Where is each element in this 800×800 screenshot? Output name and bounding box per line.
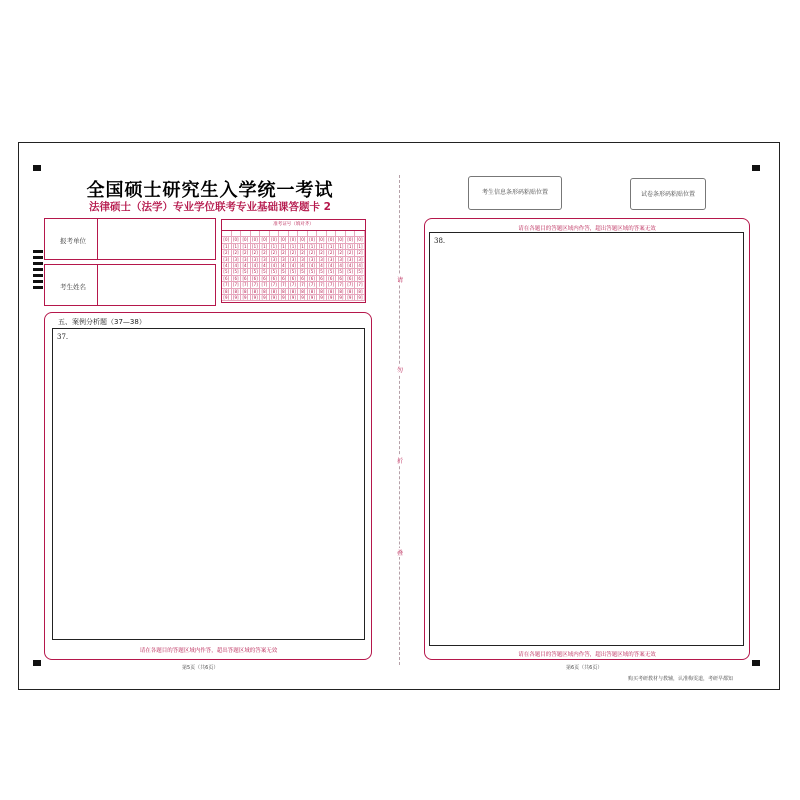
digit-bubble[interactable]: [7] [222, 282, 232, 288]
timing-mark [33, 256, 43, 259]
digit-bubble[interactable]: [2] [251, 250, 261, 256]
digit-bubble[interactable]: [2] [327, 250, 337, 256]
digit-bubble[interactable]: [2] [270, 250, 280, 256]
digit-bubble[interactable]: [6] [279, 276, 289, 282]
digit-bubble[interactable]: [2] [222, 250, 232, 256]
page-footer-left: 第5页（共6页） [182, 665, 219, 671]
digit-bubble[interactable]: [8] [355, 289, 365, 295]
digit-bubble[interactable]: [8] [232, 289, 242, 295]
digit-bubble[interactable]: [1] [279, 244, 289, 250]
answer-warning-right-top: 请在各题目的答题区域内作答，超出答题区域的答案无效 [518, 226, 656, 232]
digit-bubble[interactable]: [6] [336, 276, 346, 282]
digit-bubble[interactable]: [5] [298, 269, 308, 275]
digit-bubble[interactable]: [6] [346, 276, 356, 282]
digit-bubble[interactable]: [1] [260, 244, 270, 250]
digit-bubble[interactable]: [6] [270, 276, 280, 282]
digit-bubble[interactable]: [5] [279, 269, 289, 275]
digit-bubble[interactable]: [0] [346, 237, 356, 243]
digit-bubble[interactable]: [8] [336, 289, 346, 295]
digit-bubble[interactable]: [2] [308, 250, 318, 256]
digit-bubble[interactable]: [6] [222, 276, 232, 282]
digit-bubble[interactable]: [6] [232, 276, 242, 282]
digit-bubble[interactable]: [6] [327, 276, 337, 282]
digit-bubble[interactable]: [3] [232, 257, 242, 263]
answer-area-38[interactable] [429, 232, 744, 646]
digit-bubble[interactable]: [5] [317, 269, 327, 275]
digit-bubble[interactable]: [3] [327, 257, 337, 263]
unit-label: 报考单位 [60, 237, 86, 245]
registration-mark-top-left [33, 165, 41, 171]
digit-bubble[interactable]: [6] [298, 276, 308, 282]
name-label: 考生姓名 [60, 283, 86, 291]
digit-bubble[interactable]: [5] [336, 269, 346, 275]
digit-bubble[interactable]: [7] [355, 282, 365, 288]
digit-bubble[interactable]: [0] [270, 237, 280, 243]
digit-bubble[interactable]: [0] [298, 237, 308, 243]
digit-bubble[interactable]: [8] [279, 289, 289, 295]
digit-bubble[interactable]: [9] [308, 295, 318, 301]
digit-bubble[interactable]: [2] [355, 250, 365, 256]
digit-bubble[interactable]: [8] [289, 289, 299, 295]
digit-bubble[interactable]: [4] [355, 263, 365, 269]
digit-bubble[interactable]: [6] [317, 276, 327, 282]
digit-bubble[interactable]: [0] [289, 237, 299, 243]
digit-bubble[interactable]: [8] [327, 289, 337, 295]
digit-bubble[interactable]: [7] [260, 282, 270, 288]
exam-number-grid[interactable] [221, 219, 366, 303]
fold-text-3: 折 [396, 458, 403, 465]
digit-bubble[interactable]: [7] [241, 282, 251, 288]
digit-bubble[interactable]: [5] [355, 269, 365, 275]
digit-bubble[interactable]: [9] [279, 295, 289, 301]
bottom-note: 购买考研教材与教辅，认准梅雯道，考研早都知 [628, 676, 734, 682]
exam-number-bubbles[interactable] [222, 231, 365, 301]
digit-bubble[interactable]: [1] [336, 244, 346, 250]
digit-bubble[interactable]: [2] [279, 250, 289, 256]
digit-bubble[interactable]: [5] [241, 269, 251, 275]
digit-bubble[interactable]: [8] [241, 289, 251, 295]
digit-bubble[interactable]: [9] [298, 295, 308, 301]
digit-bubble[interactable]: [2] [260, 250, 270, 256]
digit-bubble[interactable]: [0] [327, 237, 337, 243]
digit-bubble[interactable]: [7] [317, 282, 327, 288]
digit-bubble[interactable]: [1] [270, 244, 280, 250]
question-number-37: 37. [57, 333, 69, 341]
answer-warning-left: 请在各题目的答题区域内作答，超出答题区域的答案无效 [139, 648, 278, 654]
digit-bubble[interactable]: [2] [289, 250, 299, 256]
timing-mark [33, 250, 43, 253]
digit-bubble[interactable]: [7] [279, 282, 289, 288]
unit-input[interactable] [98, 219, 215, 259]
registration-mark-bottom-left [33, 660, 41, 666]
digit-bubble[interactable]: [7] [308, 282, 318, 288]
exam-number-heading: 准考证号（填对齐） [222, 220, 365, 231]
digit-bubble[interactable]: [4] [279, 263, 289, 269]
digit-bubble[interactable]: [7] [298, 282, 308, 288]
digit-bubble[interactable]: [7] [251, 282, 261, 288]
digit-bubble[interactable]: [0] [355, 237, 365, 243]
candidate-barcode-box[interactable]: 考生信息条形码粘贴位置 [468, 176, 562, 210]
digit-bubble[interactable]: [4] [298, 263, 308, 269]
digit-bubble[interactable]: [4] [336, 263, 346, 269]
digit-bubble[interactable]: [5] [251, 269, 261, 275]
digit-bubble[interactable]: [2] [298, 250, 308, 256]
digit-bubble[interactable]: [0] [222, 237, 232, 243]
digit-bubble[interactable]: [3] [279, 257, 289, 263]
digit-bubble[interactable]: [6] [289, 276, 299, 282]
digit-bubble[interactable]: [0] [260, 237, 270, 243]
digit-bubble[interactable]: [8] [260, 289, 270, 295]
digit-bubble[interactable]: [1] [327, 244, 337, 250]
digit-bubble[interactable]: [0] [232, 237, 242, 243]
digit-bubble[interactable]: [8] [270, 289, 280, 295]
digit-bubble[interactable]: [3] [289, 257, 299, 263]
digit-bubble[interactable]: [4] [308, 263, 318, 269]
digit-bubble[interactable]: [6] [260, 276, 270, 282]
digit-bubble[interactable]: [1] [317, 244, 327, 250]
digit-bubble[interactable]: [2] [232, 250, 242, 256]
digit-bubble[interactable]: [0] [308, 237, 318, 243]
digit-bubble[interactable]: [0] [317, 237, 327, 243]
digit-bubble[interactable]: [0] [251, 237, 261, 243]
digit-bubble[interactable]: [3] [241, 257, 251, 263]
digit-bubble[interactable]: [3] [298, 257, 308, 263]
registration-mark-top-right [752, 165, 760, 171]
digit-bubble[interactable]: [6] [355, 276, 365, 282]
digit-bubble[interactable]: [4] [317, 263, 327, 269]
digit-bubble[interactable]: [2] [346, 250, 356, 256]
digit-bubble[interactable]: [7] [336, 282, 346, 288]
digit-bubble[interactable]: [1] [232, 244, 242, 250]
digit-bubble[interactable]: [7] [327, 282, 337, 288]
digit-bubble[interactable]: [4] [222, 263, 232, 269]
digit-bubble[interactable]: [8] [346, 289, 356, 295]
digit-bubble[interactable]: [9] [270, 295, 280, 301]
digit-bubble[interactable]: [3] [317, 257, 327, 263]
digit-bubble[interactable]: [3] [346, 257, 356, 263]
timing-mark [33, 286, 43, 289]
digit-bubble[interactable]: [8] [308, 289, 318, 295]
digit-bubble[interactable]: [8] [317, 289, 327, 295]
digit-bubble[interactable]: [5] [270, 269, 280, 275]
digit-bubble[interactable]: [6] [308, 276, 318, 282]
digit-bubble[interactable]: [8] [222, 289, 232, 295]
digit-bubble[interactable]: [1] [241, 244, 251, 250]
digit-bubble[interactable]: [1] [251, 244, 261, 250]
digit-bubble[interactable]: [1] [289, 244, 299, 250]
digit-bubble[interactable]: [0] [279, 237, 289, 243]
digit-bubble[interactable]: [4] [289, 263, 299, 269]
digit-bubble[interactable]: [3] [336, 257, 346, 263]
page-footer-right: 第6页（共6页） [566, 665, 603, 671]
digit-bubble[interactable]: [1] [222, 244, 232, 250]
digit-bubble[interactable]: [4] [346, 263, 356, 269]
digit-bubble[interactable]: [9] [260, 295, 270, 301]
digit-bubble[interactable]: [3] [355, 257, 365, 263]
digit-bubble[interactable]: [4] [327, 263, 337, 269]
digit-bubble[interactable]: [4] [241, 263, 251, 269]
registration-mark-bottom-right [752, 660, 760, 666]
digit-bubble[interactable]: [6] [241, 276, 251, 282]
digit-bubble[interactable]: [9] [346, 295, 356, 301]
digit-bubble[interactable]: [7] [346, 282, 356, 288]
digit-bubble[interactable]: [7] [289, 282, 299, 288]
digit-bubble[interactable]: [1] [308, 244, 318, 250]
digit-bubble[interactable]: [4] [260, 263, 270, 269]
digit-bubble[interactable]: [1] [346, 244, 356, 250]
digit-bubble[interactable]: [9] [317, 295, 327, 301]
digit-bubble[interactable]: [5] [289, 269, 299, 275]
digit-bubble[interactable]: [7] [270, 282, 280, 288]
digit-bubble[interactable]: [5] [222, 269, 232, 275]
question-number-38: 38. [434, 237, 446, 245]
digit-bubble[interactable]: [3] [251, 257, 261, 263]
fold-line [399, 175, 400, 665]
digit-bubble[interactable]: [0] [241, 237, 251, 243]
digit-bubble[interactable]: [3] [270, 257, 280, 263]
fold-text-4: 叠 [396, 550, 403, 557]
exam-subtitle: 法律硕士（法学）专业学位联考专业基础课答题卡 2 [89, 201, 331, 213]
fold-text-1: 请 [396, 277, 403, 284]
digit-bubble[interactable]: [4] [251, 263, 261, 269]
digit-bubble[interactable]: [9] [222, 295, 232, 301]
digit-bubble[interactable]: [5] [327, 269, 337, 275]
digit-bubble[interactable]: [2] [336, 250, 346, 256]
digit-bubble[interactable]: [3] [260, 257, 270, 263]
digit-bubble[interactable]: [4] [232, 263, 242, 269]
digit-bubble[interactable]: [8] [298, 289, 308, 295]
digit-bubble[interactable]: [9] [241, 295, 251, 301]
digit-bubble[interactable]: [9] [289, 295, 299, 301]
timing-mark [33, 280, 43, 283]
section-title: 五、案例分析题（37—38） [58, 318, 146, 326]
bubble-row [222, 295, 365, 301]
digit-bubble[interactable]: [2] [241, 250, 251, 256]
timing-mark [33, 262, 43, 265]
digit-bubble[interactable]: [3] [308, 257, 318, 263]
exam-title: 全国硕士研究生入学统一考试 [86, 180, 334, 201]
fold-text-2: 勿 [396, 367, 403, 374]
digit-bubble[interactable]: [0] [336, 237, 346, 243]
digit-bubble[interactable]: [5] [232, 269, 242, 275]
digit-bubble[interactable]: [9] [336, 295, 346, 301]
digit-bubble[interactable]: [7] [232, 282, 242, 288]
digit-bubble[interactable]: [8] [251, 289, 261, 295]
digit-bubble[interactable]: [9] [251, 295, 261, 301]
digit-bubble[interactable]: [1] [355, 244, 365, 250]
timing-mark [33, 274, 43, 277]
digit-bubble[interactable]: [9] [232, 295, 242, 301]
answer-warning-right-bottom: 请在各题目的答题区域内作答，超出答题区域的答案无效 [518, 652, 656, 658]
digit-bubble[interactable]: [4] [270, 263, 280, 269]
name-input[interactable] [98, 265, 215, 305]
digit-bubble[interactable]: [9] [327, 295, 337, 301]
digit-bubble[interactable]: [5] [260, 269, 270, 275]
digit-bubble[interactable]: [5] [346, 269, 356, 275]
digit-bubble[interactable]: [6] [251, 276, 261, 282]
answer-area-37[interactable] [52, 328, 365, 640]
paper-barcode-box[interactable]: 试卷条形码粘贴位置 [630, 178, 706, 210]
digit-bubble[interactable]: [2] [317, 250, 327, 256]
digit-bubble[interactable]: [5] [308, 269, 318, 275]
digit-bubble[interactable]: [9] [355, 295, 365, 301]
timing-mark [33, 268, 43, 271]
digit-bubble[interactable]: [3] [222, 257, 232, 263]
digit-bubble[interactable]: [1] [298, 244, 308, 250]
